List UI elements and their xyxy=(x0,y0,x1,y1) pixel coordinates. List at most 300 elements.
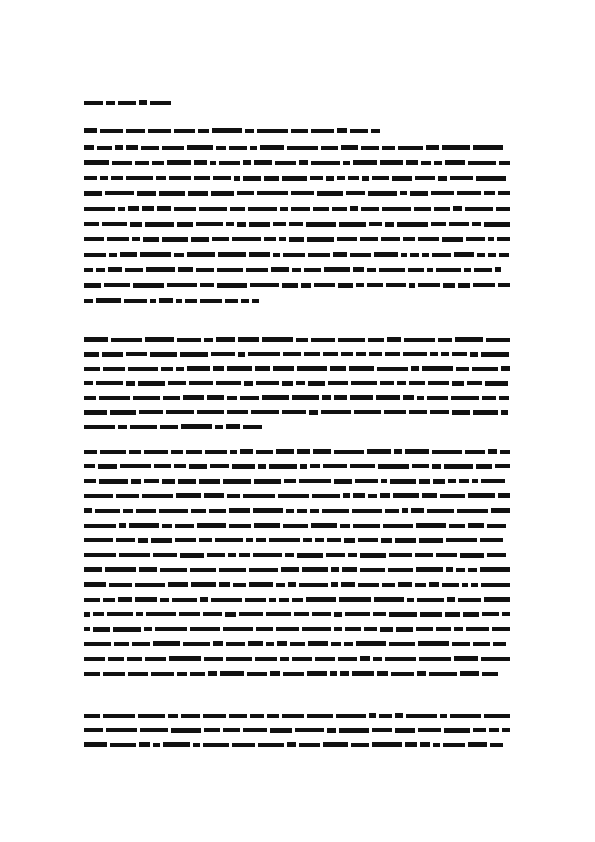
word-mark xyxy=(403,352,427,356)
word-mark xyxy=(102,352,123,357)
text-line xyxy=(84,553,510,558)
word-mark xyxy=(264,237,276,241)
word-mark xyxy=(380,493,390,498)
word-mark xyxy=(471,583,478,587)
word-mark xyxy=(334,395,347,400)
word-mark xyxy=(311,523,337,528)
word-mark xyxy=(257,129,288,133)
word-mark xyxy=(96,268,105,272)
word-mark xyxy=(474,268,492,272)
word-mark xyxy=(269,598,276,602)
word-mark xyxy=(418,283,440,287)
word-mark xyxy=(417,396,424,400)
word-mark xyxy=(398,146,423,150)
word-mark xyxy=(315,538,324,542)
word-mark xyxy=(200,597,208,602)
word-mark xyxy=(225,299,238,303)
word-mark xyxy=(331,582,338,587)
word-mark xyxy=(323,742,348,747)
word-mark xyxy=(367,268,376,272)
word-mark xyxy=(178,479,196,484)
word-mark xyxy=(168,714,178,718)
word-mark xyxy=(254,523,280,528)
word-mark xyxy=(430,410,449,414)
word-mark xyxy=(354,410,381,414)
word-mark xyxy=(146,612,176,616)
word-mark xyxy=(431,191,454,195)
word-mark xyxy=(234,176,240,181)
word-mark xyxy=(118,207,125,211)
word-mark xyxy=(499,161,510,165)
word-mark xyxy=(166,410,194,414)
word-mark xyxy=(380,160,403,165)
word-mark xyxy=(334,479,352,484)
word-mark xyxy=(487,553,506,557)
word-mark xyxy=(291,129,308,133)
word-mark xyxy=(129,450,141,454)
word-mark xyxy=(143,237,159,242)
word-mark xyxy=(204,493,224,498)
word-mark xyxy=(498,493,510,498)
word-mark xyxy=(246,268,268,272)
word-mark xyxy=(360,568,385,572)
word-mark xyxy=(216,337,235,342)
word-mark xyxy=(151,538,172,543)
text-line xyxy=(84,298,262,303)
word-mark xyxy=(266,642,274,646)
word-mark xyxy=(175,538,196,542)
word-mark xyxy=(350,464,375,468)
word-mark xyxy=(262,337,293,342)
word-mark xyxy=(338,338,365,342)
word-mark xyxy=(300,464,307,469)
word-mark xyxy=(299,479,331,483)
word-mark xyxy=(84,299,93,303)
word-mark xyxy=(451,396,479,400)
word-mark xyxy=(130,222,142,227)
word-mark xyxy=(187,145,213,150)
word-mark xyxy=(330,366,346,371)
word-mark xyxy=(258,743,284,747)
word-mark xyxy=(490,743,503,747)
word-mark xyxy=(313,449,331,454)
word-mark xyxy=(239,553,250,557)
word-mark xyxy=(351,743,369,747)
word-mark xyxy=(337,128,347,133)
word-mark xyxy=(391,672,414,676)
word-mark xyxy=(296,338,308,342)
word-mark xyxy=(139,100,147,105)
word-mark xyxy=(116,538,135,542)
word-mark xyxy=(279,598,289,602)
word-mark xyxy=(211,191,234,196)
word-mark xyxy=(177,338,201,342)
word-mark xyxy=(156,176,166,180)
text-line xyxy=(84,145,510,150)
word-mark xyxy=(155,627,187,631)
word-mark xyxy=(183,395,204,400)
word-mark xyxy=(296,381,305,385)
word-mark xyxy=(279,237,286,241)
word-mark xyxy=(120,464,151,468)
text-line xyxy=(84,713,510,718)
word-mark xyxy=(394,449,402,454)
word-mark xyxy=(84,176,97,180)
word-mark xyxy=(401,253,407,257)
word-mark xyxy=(301,283,311,288)
word-mark xyxy=(419,479,430,484)
word-mark xyxy=(174,464,186,468)
word-mark xyxy=(93,612,104,616)
word-mark xyxy=(160,568,187,572)
word-mark xyxy=(502,612,510,616)
word-mark xyxy=(271,267,289,272)
word-mark xyxy=(118,425,127,429)
text-line xyxy=(84,128,380,133)
word-mark xyxy=(311,129,334,133)
word-mark xyxy=(341,145,358,150)
word-mark xyxy=(240,396,259,400)
word-mark xyxy=(372,742,402,747)
word-mark xyxy=(353,524,380,528)
word-mark xyxy=(200,299,222,303)
word-mark xyxy=(344,538,355,543)
word-mark xyxy=(217,268,243,272)
word-mark xyxy=(456,367,469,371)
word-mark xyxy=(345,627,361,631)
word-mark xyxy=(130,425,157,429)
word-mark xyxy=(489,728,499,732)
word-mark xyxy=(491,508,510,513)
word-mark xyxy=(292,598,303,602)
word-mark xyxy=(323,352,338,356)
word-mark xyxy=(229,146,247,150)
word-mark xyxy=(484,714,510,718)
word-mark xyxy=(227,396,237,400)
word-mark xyxy=(126,129,145,133)
word-mark xyxy=(457,191,481,195)
word-mark xyxy=(159,298,173,303)
word-mark xyxy=(262,395,289,400)
word-mark xyxy=(468,523,484,528)
word-mark xyxy=(369,222,382,226)
word-mark xyxy=(379,714,392,718)
word-mark xyxy=(397,381,406,385)
word-mark xyxy=(150,101,171,105)
word-mark xyxy=(93,627,110,632)
word-mark xyxy=(104,283,130,287)
word-mark xyxy=(177,672,187,676)
word-mark xyxy=(449,524,465,528)
word-mark xyxy=(276,449,294,454)
word-mark xyxy=(103,598,115,602)
word-mark xyxy=(273,253,280,257)
word-mark xyxy=(162,524,172,528)
word-mark xyxy=(411,508,424,513)
word-mark xyxy=(157,206,171,211)
word-mark xyxy=(291,191,314,195)
word-mark xyxy=(358,583,379,587)
word-mark xyxy=(377,671,388,676)
word-mark xyxy=(123,509,133,513)
word-mark xyxy=(345,612,370,616)
word-mark xyxy=(498,191,510,195)
text-line xyxy=(84,222,510,227)
word-mark xyxy=(482,672,498,676)
word-mark xyxy=(249,568,278,572)
text-line xyxy=(84,283,510,288)
text-line xyxy=(84,728,510,733)
text-line xyxy=(84,627,510,632)
word-mark xyxy=(312,494,340,498)
word-mark xyxy=(415,176,435,180)
word-mark xyxy=(84,237,104,241)
word-mark xyxy=(343,161,350,165)
word-mark xyxy=(105,191,134,195)
word-mark xyxy=(107,612,133,616)
word-mark xyxy=(226,222,234,226)
word-mark xyxy=(473,283,495,287)
word-mark xyxy=(492,627,510,631)
text-line xyxy=(84,191,510,196)
word-mark xyxy=(409,283,415,288)
word-mark xyxy=(197,410,224,414)
word-mark xyxy=(440,494,465,498)
word-mark xyxy=(321,410,351,414)
word-mark xyxy=(281,567,299,572)
word-mark xyxy=(450,176,473,180)
word-mark xyxy=(137,191,156,196)
word-mark xyxy=(473,642,490,646)
word-mark xyxy=(144,479,159,483)
word-mark xyxy=(373,612,386,616)
word-mark xyxy=(84,672,100,676)
word-mark xyxy=(230,207,245,211)
word-mark xyxy=(382,146,395,150)
text-line xyxy=(84,424,262,429)
word-mark xyxy=(247,672,267,676)
word-mark xyxy=(106,728,137,732)
word-mark xyxy=(237,222,246,227)
word-mark xyxy=(436,627,451,631)
word-mark xyxy=(180,553,204,558)
word-mark xyxy=(450,714,481,718)
word-mark xyxy=(251,410,279,414)
word-mark xyxy=(199,538,212,542)
word-mark xyxy=(444,464,473,469)
word-mark xyxy=(422,366,453,371)
word-mark xyxy=(102,222,127,226)
word-mark xyxy=(428,381,449,385)
word-mark xyxy=(116,494,139,498)
word-mark xyxy=(256,538,266,542)
word-mark xyxy=(497,237,510,241)
word-mark xyxy=(311,161,340,165)
word-mark xyxy=(196,268,214,272)
word-mark xyxy=(438,176,447,181)
word-mark xyxy=(473,145,503,150)
word-mark xyxy=(174,129,195,133)
word-mark xyxy=(350,129,368,133)
word-mark xyxy=(481,583,510,587)
word-mark xyxy=(238,337,259,342)
word-mark xyxy=(360,553,386,558)
word-mark xyxy=(238,352,245,357)
word-mark xyxy=(250,283,279,287)
word-mark xyxy=(488,449,497,454)
word-mark xyxy=(171,728,201,733)
word-mark xyxy=(232,464,255,469)
word-mark xyxy=(434,161,442,165)
word-mark xyxy=(336,714,366,718)
word-mark xyxy=(327,538,341,542)
word-mark xyxy=(405,449,429,454)
word-mark xyxy=(396,627,413,632)
word-mark xyxy=(237,191,254,195)
word-mark xyxy=(452,410,470,415)
word-mark xyxy=(292,268,301,272)
word-mark xyxy=(360,237,378,241)
word-mark xyxy=(145,657,166,661)
word-mark xyxy=(462,583,468,587)
word-mark xyxy=(431,222,446,226)
word-mark xyxy=(84,657,105,661)
word-mark xyxy=(466,627,489,631)
word-mark xyxy=(314,283,335,287)
word-mark xyxy=(127,657,142,661)
word-mark xyxy=(169,656,201,661)
word-mark xyxy=(372,176,389,180)
word-mark xyxy=(84,494,113,498)
word-mark xyxy=(250,714,264,718)
word-mark xyxy=(299,160,308,165)
word-mark xyxy=(269,538,300,542)
word-mark xyxy=(98,464,117,469)
word-mark xyxy=(126,352,147,356)
word-mark xyxy=(211,352,235,356)
word-mark xyxy=(388,568,413,572)
word-mark xyxy=(470,352,478,357)
word-mark xyxy=(100,176,108,180)
word-mark xyxy=(260,145,284,150)
word-mark xyxy=(84,367,100,371)
word-mark xyxy=(246,538,253,542)
word-mark xyxy=(191,237,209,242)
word-mark xyxy=(361,207,379,211)
word-mark xyxy=(160,598,169,602)
word-mark xyxy=(458,283,470,288)
word-mark xyxy=(459,479,469,483)
word-mark xyxy=(472,222,481,226)
word-mark xyxy=(280,657,289,661)
word-mark xyxy=(367,283,383,287)
word-mark xyxy=(96,298,121,303)
word-mark xyxy=(190,672,205,676)
word-mark xyxy=(119,553,150,557)
word-mark xyxy=(119,523,126,528)
word-mark xyxy=(350,395,373,400)
word-mark xyxy=(360,656,370,661)
word-mark xyxy=(283,524,308,528)
word-mark xyxy=(454,627,463,631)
word-mark xyxy=(306,597,336,602)
word-mark xyxy=(465,450,485,454)
word-mark xyxy=(404,338,435,342)
word-mark xyxy=(315,657,335,661)
word-mark xyxy=(308,381,325,386)
word-mark xyxy=(249,582,273,587)
word-mark xyxy=(481,657,510,661)
word-mark xyxy=(215,538,243,542)
word-mark xyxy=(332,207,347,211)
word-mark xyxy=(433,743,440,747)
text-line xyxy=(84,206,510,211)
word-mark xyxy=(162,479,175,484)
word-mark xyxy=(385,509,399,513)
word-mark xyxy=(387,337,401,342)
word-mark xyxy=(84,101,103,105)
word-mark xyxy=(276,583,285,587)
word-mark xyxy=(189,381,213,385)
word-mark xyxy=(283,672,304,676)
text-line xyxy=(84,523,510,528)
word-mark xyxy=(138,381,165,386)
word-mark xyxy=(169,176,191,180)
word-mark xyxy=(308,253,330,257)
word-mark xyxy=(295,728,324,732)
word-mark xyxy=(416,523,446,528)
word-mark xyxy=(297,553,323,558)
word-mark xyxy=(331,567,339,572)
word-mark xyxy=(334,450,364,454)
word-mark xyxy=(432,464,441,469)
word-mark xyxy=(420,612,442,617)
word-mark xyxy=(467,381,482,385)
word-mark xyxy=(84,508,92,513)
word-mark xyxy=(369,352,382,356)
word-mark xyxy=(472,479,478,483)
word-mark xyxy=(133,396,160,400)
word-mark xyxy=(322,509,349,513)
word-mark xyxy=(194,160,207,165)
word-mark xyxy=(258,464,266,469)
word-mark xyxy=(337,176,345,180)
word-mark xyxy=(358,538,378,542)
word-mark xyxy=(84,283,101,288)
text-line xyxy=(84,100,172,105)
word-mark xyxy=(118,597,132,602)
word-mark xyxy=(113,627,141,632)
word-mark xyxy=(304,352,320,356)
word-mark xyxy=(256,381,279,385)
word-mark xyxy=(501,366,510,371)
word-mark xyxy=(200,283,214,287)
word-mark xyxy=(132,642,150,646)
word-mark xyxy=(310,176,323,180)
word-mark xyxy=(351,381,377,385)
word-mark xyxy=(215,425,223,429)
word-mark xyxy=(162,146,184,150)
word-mark xyxy=(395,713,403,718)
word-mark xyxy=(480,538,503,542)
word-mark xyxy=(99,479,128,484)
word-mark xyxy=(191,582,216,587)
word-mark xyxy=(227,410,248,414)
word-mark xyxy=(500,450,510,454)
word-mark xyxy=(84,524,116,528)
word-mark xyxy=(289,237,304,242)
word-mark xyxy=(217,283,247,288)
